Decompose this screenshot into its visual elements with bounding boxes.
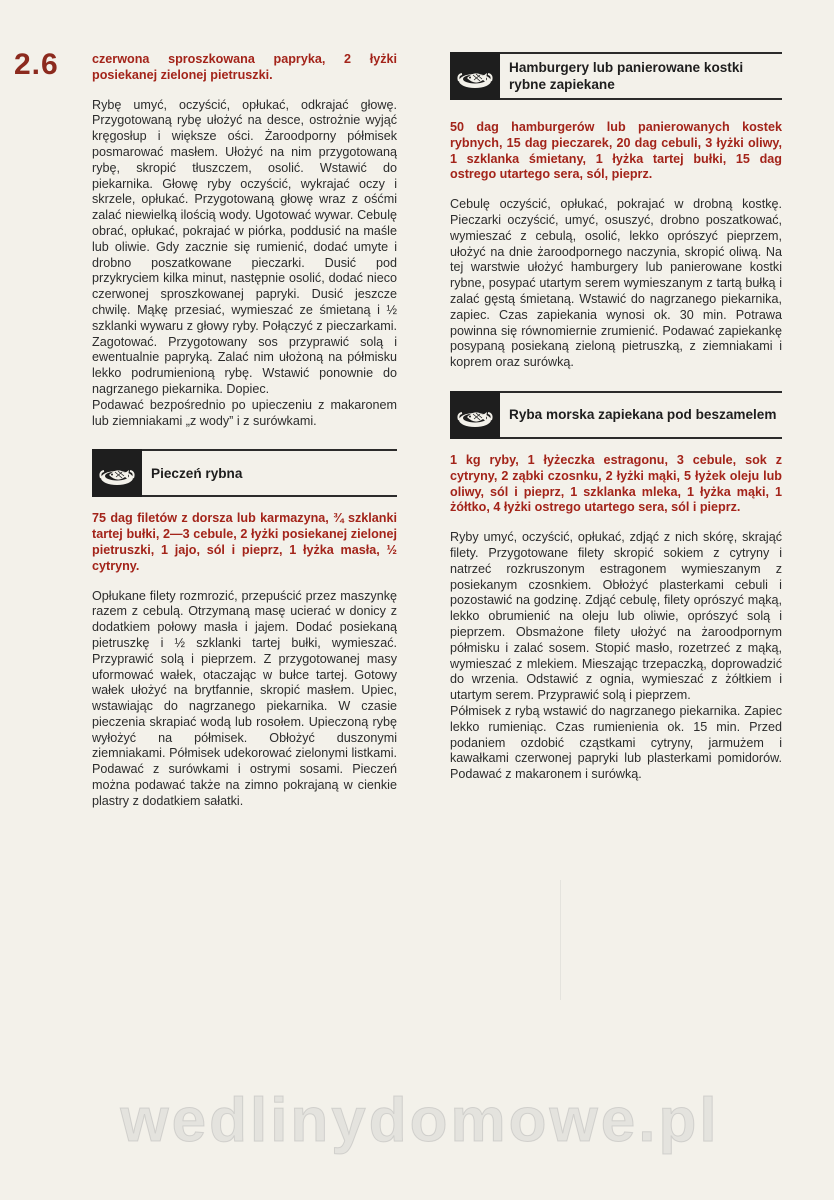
recipe-instructions: Ryby umyć, oczyścić, opłukać, zdjąć z nich skórę, skrająć filety. Przygotowane filety skropić sokiem z cytryny i natrzeć rozkruszonym estragonem wymieszanym z posiekanym czosnkiem. Obłożyć plasterkami cebuli i pozostawić na godzinę. Zdjąć cebulę, filety oprószyć mąką, lekko obrumienić na oleju lub oliwie, oprószyć solą i pieprzem. Obsmażone filety ułożyć na żaroodpornym półmisku i zalać sosem. Stopić masło, rozetrzeć z mąką, wymieszać z mlekiem. Mieszając trzepaczką, doprowadzić do wrzenia. Odstawić z ognia, wymieszać z żółtkiem i utartym serem. Przyprawić solą i pieprzem.	[450, 530, 782, 703]
recipe-header-hamburgery	[450, 52, 782, 100]
intro-serving: Podawać bezpośrednio po upieczeniu z makaronem lub ziemniakami „z wody” i z surówkami.	[92, 397, 397, 428]
right-column	[450, 52, 782, 783]
recipe-instructions: Opłukane filety rozmrozić, przepuścić przez maszynkę razem z cebulą. Otrzymaną masę ucierać w donicy z dodatkiem połowy masła i jajem. Dodać posiekaną pietruszkę i ½ szklanki tartej bułki, wymieszać. Przyprawić solą i pieprzem. Z przygotowanej masy uformować wałek, otaczając w bułce tartej. Gotowy wałek ułożyć na brytfannie, skropić masłem. Upiec, wstawiając do nagrzanego piekarnika. W czasie pieczenia skrapiać wodą lub rosołem. Upieczoną rybę wyłożyć na półmisek. Obłożyć duszonymi ziemniakami. Półmisek udekorować zielonymi listkami. Podawać z surówkami i ostrymi sosami. Pieczeń można podawać także na zimno pokrajaną w cienkie plastry z dodatkiem sałatki.	[92, 588, 397, 808]
baking-dish-fish-icon	[92, 449, 142, 497]
section-number: 2.6	[14, 48, 59, 81]
recipe-instructions: Cebulę oczyścić, opłukać, pokrajać w drobną kostkę. Pieczarki oczyścić, umyć, osuszyć, drobno poszatkować, wymieszać z cebulą, osolić, lekko oprószyć pieprzem, ułożyć na dnie żaroodpornego naczynia, skropić oliwą. Na tej warstwie ułożyć hamburgery lub panierowane kostki rybne, posypać utartym serem wymieszanym z tartą bułką i zalać gęstą śmietaną. Wstawić do nagrzanego piekarnika, zapiec. Czas zapiekania wynosi ok. 30 min. Potrawa powinna się równomiernie zrumienić. Podawać zapiekankę posypaną posiekaną zieloną pietruszką, z ziemniakami i koprem oraz surówką.	[450, 197, 782, 370]
recipe-title: Pieczeń rybna	[151, 465, 243, 481]
watermark: wedlinydomowe.pl	[120, 1086, 720, 1155]
baking-dish-fish-icon	[450, 52, 500, 100]
show-through-decoration	[560, 880, 791, 1000]
left-column	[92, 52, 397, 810]
baking-dish-fish-icon	[450, 391, 500, 439]
recipe-title: Hamburgery lub panierowane kostki rybne zapiekane	[509, 60, 744, 92]
recipe-header-ryba-morska	[450, 391, 782, 439]
recipe-serving: Półmisek z rybą wstawić do nagrzanego piekarnika. Zapiec lekko rumieniąc. Czas rumienienia ok. 15 min. Przed podaniem ozdobić cząstkami cytryny, jarmużem i kawałkami czerwonej papryki lub plasterkami pomidorów. Podawać z makaronem i surówką.	[450, 703, 782, 782]
recipe-ingredients: 1 kg ryby, 1 łyżeczka estragonu, 3 cebule, sok z cytryny, 2 ząbki czosnku, 2 łyżki mąki, 5 łyżek oleju lub oliwy, sól i pieprz, 1 szklanka mleka, 1 łyżka mąki, 1 żółtko, 4 łyżki ostrego utartego sera, sól i pieprz.	[450, 452, 782, 515]
recipe-title: Ryba morska zapiekana pod beszamelem	[509, 407, 777, 423]
recipe-ingredients: 50 dag hamburgerów lub panierowanych kostek rybnych, 15 dag pieczarek, 20 dag cebuli, 3 łyżki oliwy, 1 szklanka śmietany, 1 łyżka tartej bułki, 15 dag ostrego utartego sera, sól, pieprz.	[450, 120, 782, 182]
intro-instructions: Rybę umyć, oczyścić, opłukać, odkrajać głowę. Przygotowaną rybę ułożyć na desce, ostrożnie wyjąć kręgosłup i większe ości. Żaroodporny półmisek posmarować masłem. Ułożyć na nim przygotowaną rybę, skropić tłuszczem, osolić. Wstawić do piekarnika. Głowę ryby oczyścić, wykrajać oczy i skrzele, opłukać. Przygotowaną głowę wraz z ośćmi zalać niewielką ilością wody. Ugotować wywar. Cebulę obrać, opłukać, pokrajać w piórka, poddusić na maśle lub oliwie. Gdy zacznie się rumienić, dodać umyte i drobno poszatkowane pieczarki. Dusić pod przykryciem kilka minut, następnie osolić, dodać nieco czerwonej sproszkowanej papryki. Dusić jeszcze chwilę. Mąkę przesiać, wymieszać ze śmietaną i ½ szklanki wywaru z głowy ryby. Połączyć z pieczarkami. Zagotować. Przygotowany sos przyprawić solą i ewentualnie papryką. Zalać nim ułożoną na półmisku lekko podrumienioną rybę. Wstawić ponownie do nagrzanego piekarnika. Dopiec.	[92, 97, 397, 396]
recipe-ingredients: 75 dag filetów z dorsza lub karmazyna, ¾ szklanki tartej bułki, 2—3 cebule, 2 łyżki posiekanej zielonej pietruszki, 1 jajo, sól i pieprz, 1 łyżka masła, ½ cytryny.	[92, 511, 397, 573]
intro-ingredients: czerwona sproszkowana papryka, 2 łyżki posiekanej zielonej pietruszki.	[92, 52, 397, 82]
recipe-header-pieczen	[92, 449, 397, 497]
